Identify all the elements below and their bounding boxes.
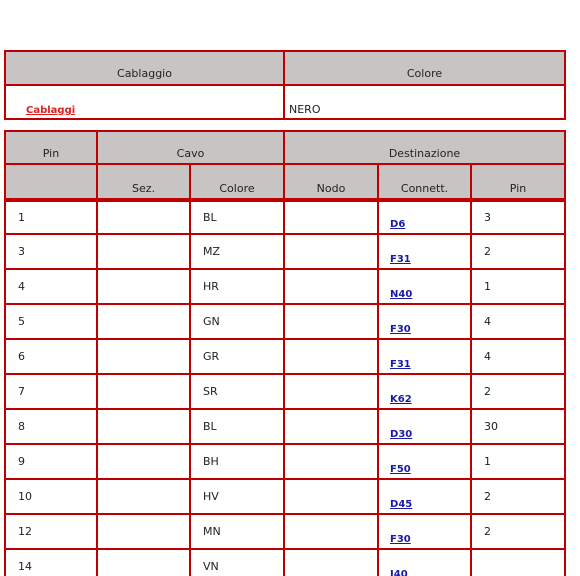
nodo-cell	[285, 270, 379, 305]
sez-cell	[98, 445, 191, 480]
pin-cell: 5	[4, 305, 98, 340]
pin-cell: 3	[4, 235, 98, 270]
nodo-cell	[285, 515, 379, 550]
pin-cell: 1	[4, 200, 98, 235]
connector-link[interactable]: F30	[390, 534, 411, 545]
cablaggio-column-header: Cablaggio	[4, 50, 285, 86]
pins-table-body	[4, 200, 566, 576]
sez-cell	[98, 270, 191, 305]
connector-link[interactable]: K62	[390, 394, 412, 405]
colore-value: NERO	[285, 86, 566, 120]
dest-pin-cell: 4	[472, 340, 566, 375]
pin-cell: 8	[4, 410, 98, 445]
pin-subheader-empty	[4, 165, 98, 200]
colore-cell: GR	[191, 340, 285, 375]
sez-column-header: Sez.	[98, 165, 191, 200]
connett-cell	[379, 270, 472, 305]
table-row	[4, 480, 566, 515]
pin-cell: 6	[4, 340, 98, 375]
colore-column-header: Colore	[191, 165, 285, 200]
cablaggio-cell	[4, 86, 285, 120]
connector-link[interactable]: F30	[390, 324, 411, 335]
dest-pin-cell: 3	[472, 200, 566, 235]
dest-pin-cell: 2	[472, 375, 566, 410]
dest-pin-cell: 1	[472, 270, 566, 305]
colore-cell: SR	[191, 375, 285, 410]
connett-cell	[379, 375, 472, 410]
nodo-cell	[285, 375, 379, 410]
table-row	[4, 235, 566, 270]
colore-cell: MZ	[191, 235, 285, 270]
dest-pin-cell: 30	[472, 410, 566, 445]
sez-cell	[98, 200, 191, 235]
connett-cell	[379, 480, 472, 515]
dest-pin-cell	[472, 550, 566, 576]
connector-link[interactable]: F50	[390, 464, 411, 475]
dest-pin-cell: 2	[472, 235, 566, 270]
connector-link[interactable]: N40	[390, 289, 413, 300]
pin-column-header: Pin	[4, 130, 98, 165]
colore-cell: GN	[191, 305, 285, 340]
connector-link[interactable]: F31	[390, 359, 411, 370]
nodo-cell	[285, 305, 379, 340]
connett-cell	[379, 340, 472, 375]
nodo-cell	[285, 480, 379, 515]
nodo-cell	[285, 445, 379, 480]
table-row	[4, 515, 566, 550]
destinazione-group-header: Destinazione	[285, 130, 566, 165]
wiring-header-table	[4, 50, 566, 120]
nodo-column-header: Nodo	[285, 165, 379, 200]
colore-cell: BH	[191, 445, 285, 480]
colore-column-header: Colore	[285, 50, 566, 86]
dest-pin-cell: 4	[472, 305, 566, 340]
sez-cell	[98, 235, 191, 270]
colore-cell: HR	[191, 270, 285, 305]
sez-cell	[98, 515, 191, 550]
dest-pin-column-header: Pin	[472, 165, 566, 200]
nodo-cell	[285, 340, 379, 375]
sez-cell	[98, 340, 191, 375]
colore-cell: BL	[191, 200, 285, 235]
table-row	[4, 410, 566, 445]
nodo-cell	[285, 200, 379, 235]
table-row	[4, 445, 566, 480]
sez-cell	[98, 410, 191, 445]
connett-cell	[379, 445, 472, 480]
connett-cell	[379, 410, 472, 445]
connett-cell	[379, 305, 472, 340]
pins-table	[4, 130, 566, 576]
cavo-group-header: Cavo	[98, 130, 285, 165]
connector-link[interactable]: D30	[390, 429, 413, 440]
connector-link[interactable]: D6	[390, 219, 406, 230]
table-row	[4, 550, 566, 576]
dest-pin-cell: 1	[472, 445, 566, 480]
pin-cell: 14	[4, 550, 98, 576]
pin-cell: 10	[4, 480, 98, 515]
pin-cell: 9	[4, 445, 98, 480]
colore-cell: MN	[191, 515, 285, 550]
table-row	[4, 340, 566, 375]
sez-cell	[98, 480, 191, 515]
connett-cell	[379, 200, 472, 235]
connett-cell	[379, 550, 472, 576]
pin-cell: 7	[4, 375, 98, 410]
dest-pin-cell: 2	[472, 480, 566, 515]
table-row	[4, 375, 566, 410]
sez-cell	[98, 305, 191, 340]
table-row	[4, 200, 566, 235]
colore-cell: BL	[191, 410, 285, 445]
connector-link[interactable]: D45	[390, 499, 413, 510]
connett-column-header: Connett.	[379, 165, 472, 200]
pin-cell: 12	[4, 515, 98, 550]
connett-cell	[379, 235, 472, 270]
nodo-cell	[285, 550, 379, 576]
colore-cell: VN	[191, 550, 285, 576]
sez-cell	[98, 375, 191, 410]
table-row	[4, 270, 566, 305]
dest-pin-cell: 2	[472, 515, 566, 550]
connett-cell	[379, 515, 472, 550]
colore-cell: HV	[191, 480, 285, 515]
cablaggi-link[interactable]: Cablaggi	[26, 105, 76, 116]
sez-cell	[98, 550, 191, 576]
nodo-cell	[285, 410, 379, 445]
nodo-cell	[285, 235, 379, 270]
connector-link[interactable]: I40	[390, 569, 408, 576]
table-row	[4, 305, 566, 340]
pin-cell: 4	[4, 270, 98, 305]
connector-link[interactable]: F31	[390, 254, 411, 265]
